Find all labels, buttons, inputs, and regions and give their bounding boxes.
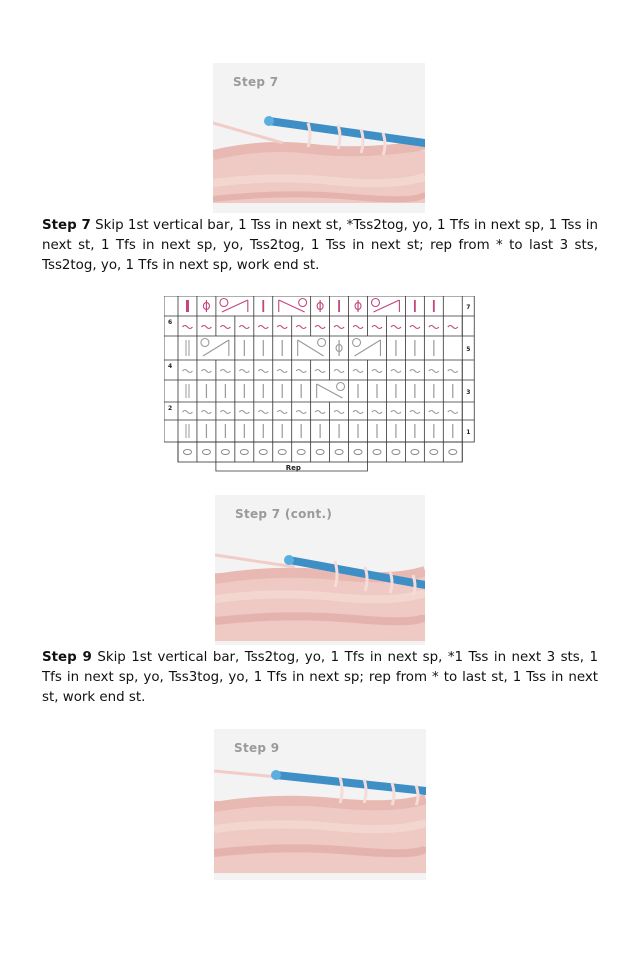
return-symbol: [448, 370, 458, 373]
return-symbol: [315, 326, 325, 329]
photo-caption: Step 9: [234, 741, 280, 755]
photo-caption: Step 7 (cont.): [235, 507, 333, 521]
return-symbol: [429, 370, 439, 373]
return-symbol: [239, 411, 249, 414]
return-symbol: [372, 411, 382, 414]
return-symbol: [277, 370, 287, 373]
row-label-right: 1: [466, 429, 471, 436]
return-symbol: [277, 326, 287, 329]
end-bar-symbol: [186, 384, 189, 398]
return-symbol: [372, 370, 382, 373]
row-label-right: 3: [466, 389, 471, 396]
return-symbol: [201, 411, 211, 414]
ch-symbol: [430, 450, 438, 455]
row-label-left: 6: [168, 319, 173, 326]
return-symbol: [410, 370, 420, 373]
chart-row-1: [186, 420, 462, 442]
return-symbol: [353, 370, 363, 373]
step-text: Skip 1st vertical bar, Tss2tog, yo, 1 Tfs in next sp, *1 Tss in next 3 sts, 1 Tfs in next sp, yo, Tss3tog, yo, 1 Tfs in next sp; rep from * to last st, 1 Tss in next st, work end st.: [42, 650, 598, 705]
tss2tog-yo-right-symbol: [317, 383, 345, 399]
repeat-label: Rep: [285, 464, 301, 472]
ch-symbol: [278, 450, 286, 455]
return-symbol: [258, 326, 268, 329]
return-symbol: [391, 411, 401, 414]
return-symbol: [296, 370, 306, 373]
return-symbol: [182, 411, 192, 414]
row-label-left: 4: [168, 363, 173, 370]
return-symbol: [429, 411, 439, 414]
return-symbol: [239, 370, 249, 373]
return-symbol: [410, 411, 420, 414]
return-symbol: [201, 370, 211, 373]
return-symbol: [201, 326, 211, 329]
return-symbol: [315, 411, 325, 414]
return-symbol: [296, 411, 306, 414]
step-label: Step 7: [42, 218, 91, 233]
ch-symbol: [240, 450, 248, 455]
row-label-right: 5: [466, 346, 471, 353]
tfs-symbol: [203, 300, 209, 312]
chart-grid: [164, 296, 474, 462]
chart-row-foundation: [183, 442, 462, 462]
ch-symbol: [259, 450, 267, 455]
photo-caption: Step 7: [233, 75, 279, 89]
ch-symbol: [354, 450, 362, 455]
return-symbol: [182, 326, 192, 329]
ch-symbol: [221, 450, 229, 455]
step-9-photo: [214, 729, 426, 880]
yo-tss2tog-left-symbol: [353, 339, 381, 357]
yo-tss2tog-left-symbol: [220, 299, 248, 313]
stitch-chart: [164, 296, 476, 476]
ch-symbol: [392, 450, 400, 455]
ch-symbol: [449, 450, 457, 455]
return-symbol: [334, 326, 344, 329]
chart-row-3: [186, 380, 462, 402]
row-label-right: 7: [466, 304, 471, 311]
return-symbol: [182, 370, 192, 373]
tss2tog-yo-right-symbol: [279, 299, 307, 313]
ch-symbol: [202, 450, 210, 455]
return-symbol: [429, 326, 439, 329]
step-label: Step 9: [42, 650, 92, 665]
chart-row-2: [182, 402, 462, 420]
tss2tog-yo-right-symbol: [298, 339, 326, 357]
step-7-instructions: [42, 216, 598, 276]
ch-symbol: [316, 450, 324, 455]
step-7-photo: [213, 63, 425, 213]
ch-symbol: [183, 450, 191, 455]
return-symbol: [239, 326, 249, 329]
end-bar-symbol: [186, 424, 189, 438]
row-label-left: 2: [168, 405, 173, 412]
tfs-symbol: [336, 340, 342, 356]
tfs-symbol: [317, 300, 323, 312]
ch-symbol: [297, 450, 305, 455]
return-symbol: [410, 326, 420, 329]
yo-tss2tog-left-symbol: [372, 299, 400, 313]
step-7-cont-photo: [215, 495, 425, 645]
ch-symbol: [335, 450, 343, 455]
return-symbol: [334, 411, 344, 414]
return-symbol: [258, 370, 268, 373]
return-symbol: [315, 370, 325, 373]
return-symbol: [258, 411, 268, 414]
step-9-instructions: [42, 648, 598, 708]
return-symbol: [220, 411, 230, 414]
return-symbol: [391, 326, 401, 329]
ch-symbol: [373, 450, 381, 455]
yo-tss2tog-left-symbol: [201, 339, 229, 357]
end-bar-symbol: [186, 340, 189, 356]
chart-row-6: [182, 316, 462, 336]
tfs-symbol: [355, 300, 361, 312]
chart-row-5: [186, 336, 443, 360]
return-symbol: [448, 411, 458, 414]
return-symbol: [372, 326, 382, 329]
return-symbol: [277, 411, 287, 414]
return-symbol: [220, 326, 230, 329]
return-symbol: [334, 370, 344, 373]
return-symbol: [296, 326, 306, 329]
return-symbol: [220, 370, 230, 373]
return-symbol: [353, 411, 363, 414]
return-symbol: [391, 370, 401, 373]
return-symbol: [353, 326, 363, 329]
chart-row-4: [182, 360, 462, 380]
step-text: Skip 1st vertical bar, 1 Tss in next st, *Tss2tog, yo, 1 Tfs in next sp, 1 Tss in next st, 1 Tfs in next sp, yo, Tss2tog, 1 Tss in next st; rep from * to last 3 sts, Tss2tog, yo, 1 Tfs in next sp, work end st.: [42, 218, 598, 273]
return-symbol: [448, 326, 458, 329]
chart-row-7: [187, 296, 443, 316]
repeat-bracket: [216, 462, 368, 472]
ch-symbol: [411, 450, 419, 455]
